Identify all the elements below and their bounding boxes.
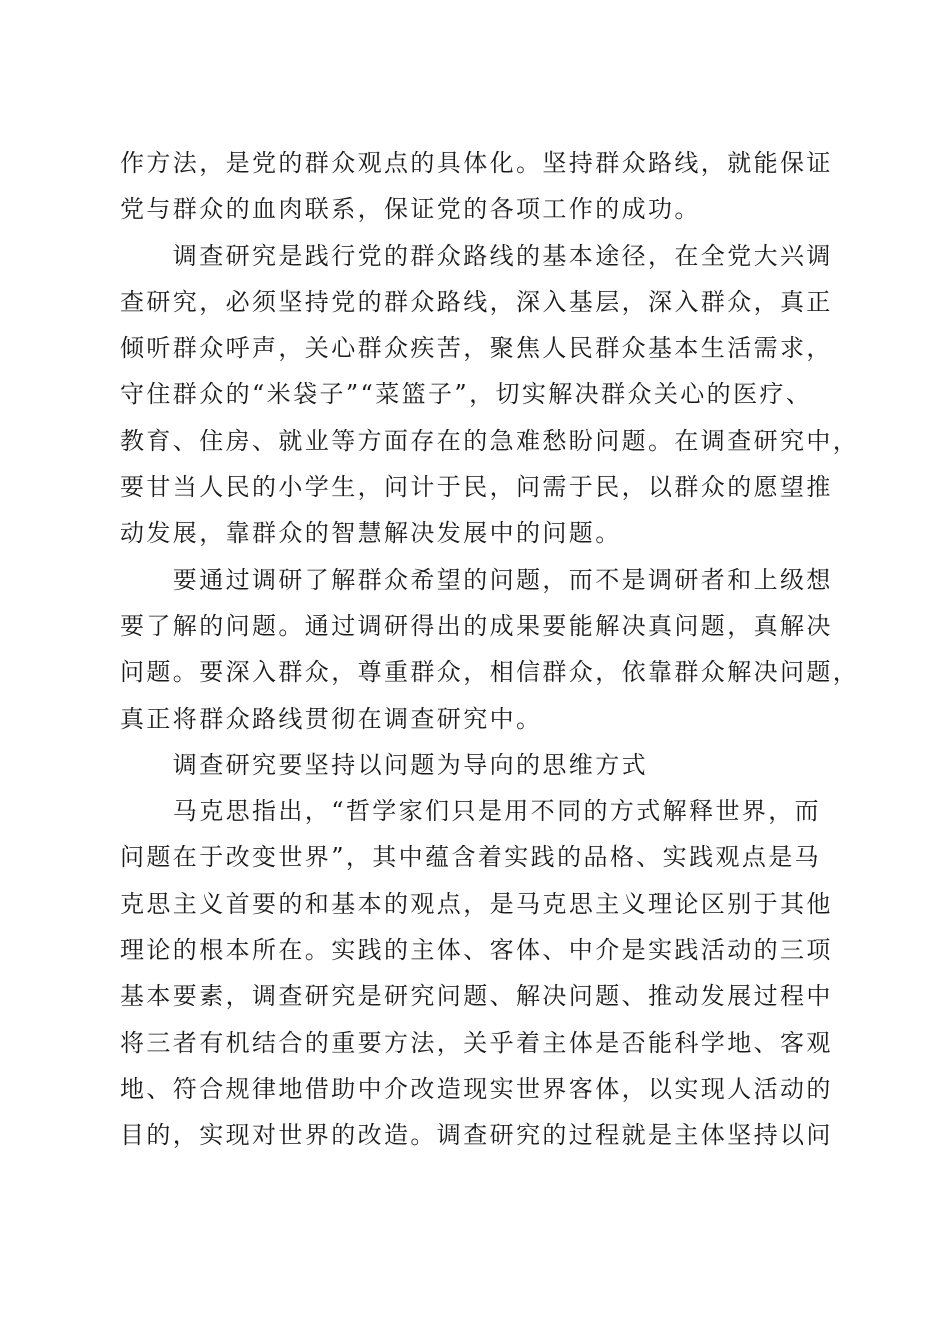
text-line: 调查研究是践行党的群众路线的基本途径，在全党大兴调 bbox=[120, 241, 833, 270]
paragraph-understand-public-needs bbox=[120, 557, 860, 742]
text-line: 要甘当人民的小学生，问计于民，问需于民，以群众的愿望推 bbox=[120, 473, 833, 502]
text-line: 马克思指出，“哲学家们只是用不同的方式解释世界，而 bbox=[120, 797, 822, 826]
body-text bbox=[120, 140, 860, 1159]
text-line: 查研究，必须坚持党的群众路线，深入基层，深入群众，真正 bbox=[120, 287, 833, 316]
text-line: 动发展，靠群众的智慧解决发展中的问题。 bbox=[120, 519, 622, 548]
text-line: 基本要素，调查研究是研究问题、解决问题、推动发展过程中 bbox=[120, 982, 833, 1011]
text-line: 要了解的问题。通过调研得出的成果要能解决真问题，真解决 bbox=[120, 611, 833, 640]
text-line: 作方法，是党的群众观点的具体化。坚持群众路线，就能保证 bbox=[120, 149, 833, 177]
text-line: 目的，实现对世界的改造。调查研究的过程就是主体坚持以问 bbox=[120, 1121, 833, 1150]
heading-line: 调查研究要坚持以问题为导向的思维方式 bbox=[120, 750, 648, 779]
text-line: 理论的根本所在。实践的主体、客体、中介是实践活动的三项 bbox=[120, 936, 833, 965]
text-line: 真正将群众路线贯彻在调查研究中。 bbox=[120, 704, 543, 733]
text-line: 教育、住房、就业等方面存在的急难愁盼问题。在调查研究中， bbox=[120, 426, 860, 455]
text-line: 问题。要深入群众，尊重群众，相信群众，依靠群众解决问题， bbox=[120, 658, 860, 687]
section-heading bbox=[120, 742, 830, 788]
text-line: 地、符合规律地借助中介改造现实世界客体，以实现人活动的 bbox=[120, 1074, 833, 1103]
text-line: 将三者有机结合的重要方法，关乎着主体是否能科学地、客观 bbox=[120, 1028, 833, 1057]
text-line: 克思主义首要的和基本的观点，是马克思主义理论区别于其他 bbox=[120, 889, 833, 918]
text-line: 倾听群众呼声，关心群众疾苦，聚焦人民群众基本生活需求， bbox=[120, 334, 833, 363]
paragraph-marx-practice bbox=[120, 788, 833, 1158]
text-line: 守住群众的“米袋子”“菜篮子”，切实解决群众关心的医疗、 bbox=[120, 380, 813, 409]
paragraph-continuation bbox=[120, 140, 833, 233]
text-line: 要通过调研了解群众希望的问题，而不是调研者和上级想 bbox=[120, 565, 833, 594]
paragraph-mass-line-investigation bbox=[120, 233, 860, 557]
text-line: 问题在于改变世界”，其中蕴含着实践的品格、实践观点是马 bbox=[120, 843, 822, 872]
text-line: 党与群众的血肉联系，保证党的各项工作的成功。 bbox=[120, 195, 701, 224]
